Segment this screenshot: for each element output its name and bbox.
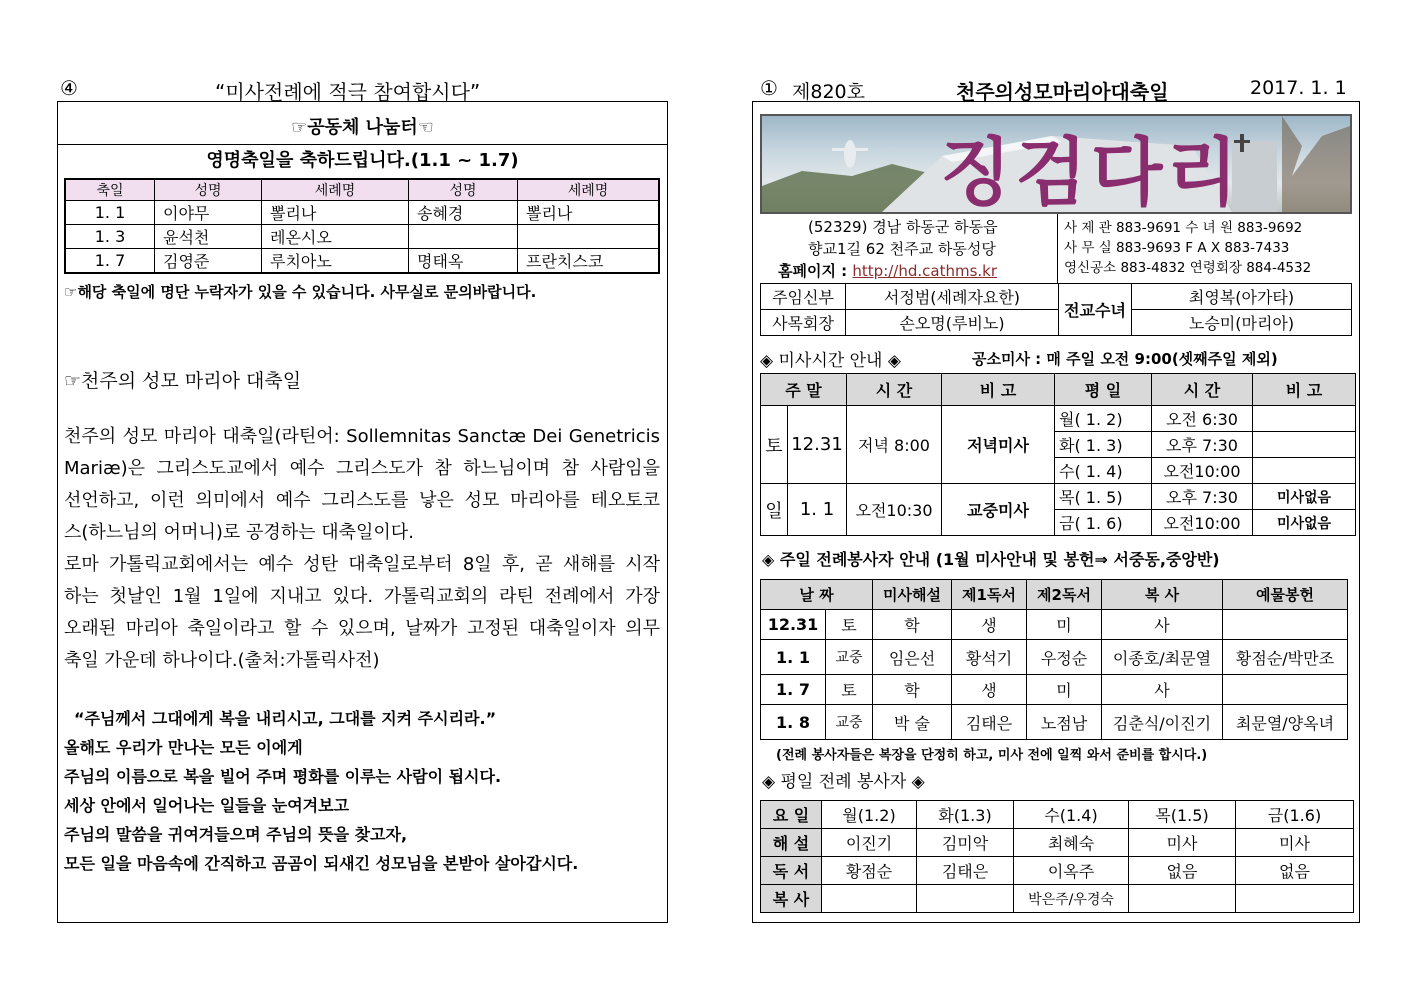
weekday-note: [1253, 432, 1356, 458]
mass-note: 공소미사 : 매 주일 오전 9:00(셋째주일 제외): [972, 350, 1278, 368]
weekday-cell: 미사: [1236, 829, 1354, 857]
feast-table: [64, 178, 660, 274]
community-section-title: ☞공동체 나눔터☜: [291, 117, 434, 138]
weekend-day: 일: [761, 484, 788, 536]
table-row: [761, 284, 1352, 310]
server-date: 1. 8: [761, 705, 826, 740]
article-line: 스(하느님의 어머니)로 공경하는 대축일이다.: [64, 522, 414, 543]
weekday-time: 오전10:00: [1152, 510, 1253, 536]
article-line: Mariæ)은 그리스도교에서 예수 그리스도가 참 하느님이며 참 사람임을: [64, 458, 660, 479]
weekday-note: 미사없음: [1253, 510, 1356, 536]
server-offering: 황점순/박만조: [1223, 640, 1348, 675]
weekday-note: 미사없음: [1253, 484, 1356, 510]
servers-note: (전례 봉사자들은 복장을 단정히 하고, 미사 전에 일찍 와서 준비를 합시다.): [776, 748, 1208, 763]
table-row: [761, 484, 1356, 510]
server-offering: [1223, 610, 1348, 640]
contact-line: 사 제 관 883-9691 수 녀 원 883-9692: [1064, 220, 1303, 236]
homepage-label: 홈페이지 :: [778, 262, 853, 280]
table-row: [761, 829, 1354, 857]
weekday-cell: 없음: [1236, 857, 1354, 885]
feast-baptism: 뽈리나: [262, 201, 409, 225]
pastor-name: 서정범(세례자요한): [846, 284, 1059, 310]
weekday-time-header: 시 간: [1152, 374, 1253, 406]
table-row: [761, 406, 1356, 432]
feast-heading: 영명축일을 축하드립니다.(1.1 ~ 1.7): [206, 150, 519, 171]
weekend-note-header: 비 고: [942, 374, 1055, 406]
weekday-day: 화( 1. 3): [1055, 432, 1152, 458]
server-merged: 생: [952, 610, 1027, 640]
banner-title: 징검다리: [940, 130, 1242, 214]
contact-line: 사 무 실 883-9693 F A X 883-7433: [1064, 240, 1290, 256]
weekday-col-wed: 수(1.4): [1014, 801, 1129, 829]
weekday-day: 목( 1. 5): [1055, 484, 1152, 510]
server-merged: 미: [1027, 675, 1102, 705]
weekday-cell: [917, 885, 1014, 913]
servers-table: [760, 579, 1348, 740]
table-row: [761, 610, 1348, 640]
server-date: 1. 7: [761, 675, 826, 705]
blessing-line: 모든 일을 마음속에 간직하고 곰곰이 되새긴 성모님을 본받아 살아갑시다.: [64, 854, 579, 873]
pastor-label: 주임신부: [761, 284, 846, 310]
address-line: 향교1길 62 천주교 하동성당: [808, 240, 996, 258]
weekday-day: 수( 1. 4): [1055, 458, 1152, 484]
weekday-cell: [822, 885, 917, 913]
article-line: 축일 가운데 하나이다.(출처:가톨릭사전): [64, 650, 380, 671]
servers-col-date: 날 짜: [761, 580, 873, 610]
feast-baptism: [518, 225, 660, 249]
server-reading2: 노점남: [1027, 705, 1102, 740]
weekend-date: 12.31: [788, 406, 847, 484]
server-altar: 김춘식/이진기: [1102, 705, 1223, 740]
address-line: (52329) 경남 하동군 하동읍: [808, 218, 998, 236]
table-row: [761, 640, 1348, 675]
sister-name-1: 최영복(아가타): [1132, 284, 1352, 310]
table-row: [761, 675, 1348, 705]
address-block: [760, 214, 1058, 284]
mass-table: [760, 373, 1356, 536]
weekday-note: [1253, 458, 1356, 484]
table-row: [65, 201, 659, 225]
weekend-note: 저녁미사: [942, 406, 1055, 484]
weekday-col-label: 요 일: [761, 801, 822, 829]
staff-table: [760, 283, 1352, 336]
server-kind: 토: [826, 675, 873, 705]
server-commentary: 임은선: [873, 640, 952, 675]
sister-label: 전교수녀: [1059, 284, 1132, 336]
weekday-note: [1253, 406, 1356, 432]
article-line: 오래된 마리아 축일이라고 할 수 있으며, 날짜가 고정된 대축일이자 의무: [64, 618, 660, 639]
server-kind: 토: [826, 610, 873, 640]
servers-heading: ◈ 주일 전례봉사자 안내 (1월 미사안내 및 봉헌⇒ 서중동,중앙반): [762, 550, 1220, 569]
weekday-time: 오후 7:30: [1152, 484, 1253, 510]
server-date: 12.31: [761, 610, 826, 640]
feast-name: 윤석천: [155, 225, 262, 249]
feast-name: 이야무: [155, 201, 262, 225]
weekday-note-header: 비 고: [1253, 374, 1356, 406]
server-reading2: 우정순: [1027, 640, 1102, 675]
weekday-col-thu: 목(1.5): [1129, 801, 1236, 829]
weekend-note: 교중미사: [942, 484, 1055, 536]
mass-heading: ◈ 미사시간 안내 ◈: [760, 351, 901, 371]
feast-date: 1. 1: [65, 201, 155, 225]
article-line: 하는 첫날인 1월 1일에 지내고 있다. 가톨릭교회의 라틴 전례에서 가장: [64, 586, 660, 607]
weekday-day: 월( 1. 2): [1055, 406, 1152, 432]
weekday-row-label: 복 사: [761, 885, 822, 913]
feast-baptism: 루치아노: [262, 249, 409, 274]
server-date: 1. 1: [761, 640, 826, 675]
weekend-time-header: 시 간: [847, 374, 942, 406]
weekend-date: 1. 1: [788, 484, 847, 536]
server-offering: 최문열/양옥녀: [1223, 705, 1348, 740]
sister-name-2: 노승미(마리아): [1132, 310, 1352, 336]
homepage-link[interactable]: http://hd.cathms.kr: [852, 262, 998, 280]
blessing-line: 올해도 우리가 만나는 모든 이에게: [64, 738, 303, 757]
council-label: 사목회장: [761, 310, 846, 336]
weekday-row-label: 독 서: [761, 857, 822, 885]
article-body: [64, 421, 660, 677]
weekday-col-mon: 월(1.2): [822, 801, 917, 829]
banner-image: [760, 114, 1352, 214]
weekday-cell: 박은주/우경숙: [1014, 885, 1129, 913]
contacts-block: [1064, 218, 1311, 278]
feast-name: 명태옥: [409, 249, 518, 274]
server-offering: [1223, 675, 1348, 705]
bulletin-title: 천주의성모마리아대축일: [956, 80, 1169, 104]
weekday-time: 오전10:00: [1152, 458, 1253, 484]
feast-baptism: 뽈리나: [518, 201, 660, 225]
feast-name: [409, 225, 518, 249]
weekday-cell: 이옥주: [1014, 857, 1129, 885]
server-merged: 사: [1102, 675, 1223, 705]
weekday-time: 오전 6:30: [1152, 406, 1253, 432]
server-merged: 생: [952, 675, 1027, 705]
weekday-servers-table: [760, 800, 1354, 913]
blessing-line: “주님께서 그대에게 복을 내리시고, 그대를 지켜 주시리라.”: [74, 709, 497, 728]
feast-date: 1. 7: [65, 249, 155, 274]
server-kind: 교중: [826, 640, 873, 675]
bulletin-date: 2017. 1. 1: [1250, 77, 1347, 99]
blessing-line: 주님의 말씀을 귀여겨들으며 주님의 뜻을 찾고자,: [64, 825, 408, 844]
server-altar: 이종호/최문열: [1102, 640, 1223, 675]
left-header-quote: “미사전례에 적극 참여합시다”: [215, 80, 481, 104]
servers-table-header: [761, 580, 1348, 610]
feast-col-baptism: 세례명: [262, 179, 409, 201]
table-row: [65, 225, 659, 249]
table-row: [761, 705, 1348, 740]
servers-col-reading1: 제1독서: [952, 580, 1027, 610]
weekday-cell: 없음: [1129, 857, 1236, 885]
server-reading1: 김태은: [952, 705, 1027, 740]
blessing-line: 세상 안에서 일어나는 일들을 눈여겨보고: [64, 796, 350, 815]
feast-baptism: 레온시오: [262, 225, 409, 249]
table-row: [65, 249, 659, 274]
feast-table-header: [65, 179, 659, 201]
feast-name: 송혜경: [409, 201, 518, 225]
article-line: 선언하고, 이런 의미에서 예수 그리스도를 낳은 성모 마리아를 테오토코: [64, 490, 660, 511]
server-merged: 학: [873, 675, 952, 705]
server-merged: 학: [873, 610, 952, 640]
server-merged: 미: [1027, 610, 1102, 640]
feast-col-name: 성명: [155, 179, 262, 201]
servers-col-altar: 복 사: [1102, 580, 1223, 610]
feast-col-date: 축일: [65, 179, 155, 201]
article-line: 로마 가톨릭교회에서는 예수 성탄 대축일로부터 8일 후, 곧 새해를 시작: [64, 554, 660, 575]
weekday-cell: 최혜숙: [1014, 829, 1129, 857]
weekday-cell: 김태은: [917, 857, 1014, 885]
issue-number: 제820호: [792, 81, 865, 103]
feast-notice: ☞해당 축일에 명단 누락자가 있을 수 있습니다. 사무실로 문의바랍니다.: [64, 283, 537, 301]
server-commentary: 박 술: [873, 705, 952, 740]
article-heading: ☞천주의 성모 마리아 대축일: [64, 370, 302, 392]
servers-col-reading2: 제2독서: [1027, 580, 1102, 610]
feast-date: 1. 3: [65, 225, 155, 249]
table-row: [761, 885, 1354, 913]
mass-table-header: [761, 374, 1356, 406]
right-page-number: ①: [760, 76, 778, 100]
blessing-text: [64, 704, 664, 878]
server-merged: 사: [1102, 610, 1223, 640]
feast-baptism: 프란치스코: [518, 249, 660, 274]
table-row: [761, 857, 1354, 885]
weekend-header: 주 말: [761, 374, 847, 406]
weekday-cell: 이진기: [822, 829, 917, 857]
weekday-col-tue: 화(1.3): [917, 801, 1014, 829]
table-row: [761, 310, 1352, 336]
blessing-line: 주님의 이름으로 복을 빌어 주며 평화를 이루는 사람이 됩시다.: [64, 767, 502, 786]
server-kind: 교중: [826, 705, 873, 740]
weekday-table-header: [761, 801, 1354, 829]
section-divider: [58, 144, 668, 145]
weekday-row-label: 해 설: [761, 829, 822, 857]
weekday-cell: 미사: [1129, 829, 1236, 857]
feast-name: 김영준: [155, 249, 262, 274]
weekday-cell: 황점순: [822, 857, 917, 885]
weekday-day: 금( 1. 6): [1055, 510, 1152, 536]
council-name: 손오명(루비노): [846, 310, 1059, 336]
weekend-time: 오전10:30: [847, 484, 942, 536]
weekend-time: 저녁 8:00: [847, 406, 942, 484]
article-line: 천주의 성모 마리아 대축일(라틴어: Sollemnitas Sanctæ Dei Genetricis: [64, 426, 660, 447]
weekday-col-fri: 금(1.6): [1236, 801, 1354, 829]
weekday-servers-heading: ◈ 평일 전례 봉사자 ◈: [762, 772, 925, 792]
weekday-header: 평 일: [1055, 374, 1152, 406]
weekday-cell: [1129, 885, 1236, 913]
feast-col-name2: 성명: [409, 179, 518, 201]
weekday-time: 오후 7:30: [1152, 432, 1253, 458]
weekday-cell: [1236, 885, 1354, 913]
left-page-number: ④: [60, 76, 78, 100]
contact-line: 영신공소 883-4832 연령회장 884-4532: [1064, 260, 1312, 276]
servers-col-offering: 예물봉헌: [1223, 580, 1348, 610]
server-reading1: 황석기: [952, 640, 1027, 675]
servers-col-commentary: 미사해설: [873, 580, 952, 610]
weekday-cell: 김미악: [917, 829, 1014, 857]
feast-col-baptism2: 세례명: [518, 179, 660, 201]
weekend-day: 토: [761, 406, 788, 484]
